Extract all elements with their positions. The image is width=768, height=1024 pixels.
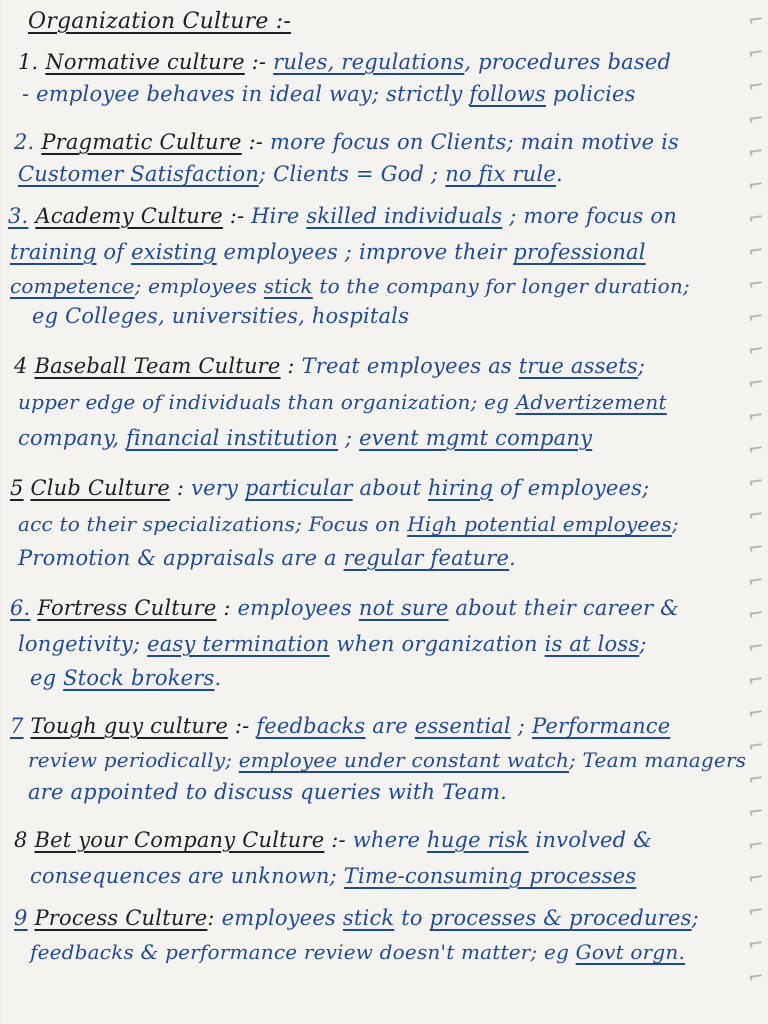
- edge-mark: [750, 479, 763, 486]
- edge-mark: [750, 941, 763, 948]
- section-8-heading: 8 Bet your Company Culture :- where huge risk involved &: [14, 828, 653, 852]
- section-2-heading: 2. Pragmatic Culture :- more focus on Clients; main motive is: [14, 130, 679, 154]
- edge-mark: [750, 50, 763, 57]
- section-5-line-2: acc to their specializations; Focus on High potential employees;: [18, 512, 679, 536]
- section-2-name: Pragmatic Culture: [41, 130, 242, 154]
- section-7-line-2: review periodically; employee under constant watch; Team managers: [28, 748, 747, 772]
- edge-mark: [750, 677, 763, 684]
- section-5-heading: 5 Club Culture : very particular about hiring of employees;: [10, 476, 650, 500]
- page-edge-marks: [744, 10, 762, 1010]
- section-3-heading: 3. Academy Culture :- Hire skilled individuals ; more focus on: [8, 204, 677, 228]
- edge-mark: [750, 149, 763, 156]
- edge-mark: [750, 974, 763, 981]
- section-4-name: Baseball Team Culture: [34, 354, 281, 378]
- section-6-heading: 6. Fortress Culture : employees not sure about their career &: [10, 596, 680, 620]
- edge-mark: [750, 83, 763, 90]
- edge-mark: [750, 710, 763, 717]
- edge-mark: [750, 248, 763, 255]
- section-8-line-2: consequences are unknown; Time-consuming processes: [30, 864, 637, 888]
- section-7-line-3: are appointed to discuss queries with Team.: [28, 780, 508, 804]
- edge-mark: [750, 842, 763, 849]
- section-3-name: Academy Culture: [35, 204, 223, 228]
- section-3-line-3: competence; employees stick to the company for longer duration;: [10, 274, 690, 298]
- edge-mark: [750, 446, 763, 453]
- section-4-line-2: upper edge of individuals than organization; eg Advertizement: [18, 390, 667, 414]
- edge-mark: [750, 743, 763, 750]
- edge-mark: [750, 116, 763, 123]
- section-9-name: Process Culture: [34, 906, 208, 930]
- edge-mark: [750, 776, 763, 783]
- edge-mark: [750, 281, 763, 288]
- edge-mark: [750, 908, 763, 915]
- section-6-name: Fortress Culture: [37, 596, 217, 620]
- section-9-line-2: feedbacks & performance review doesn't matter; eg Govt orgn.: [30, 940, 686, 964]
- section-5-line-3: Promotion & appraisals are a regular feature.: [18, 546, 516, 570]
- section-3-line-2: training of existing employees ; improve their professional: [10, 240, 646, 264]
- section-6-line-2: longetivity; easy termination when organization is at loss;: [18, 632, 647, 656]
- section-4-line-3: company, financial institution ; event mgmt company: [18, 426, 593, 450]
- edge-mark: [750, 215, 763, 222]
- section-8-name: Bet your Company Culture: [34, 828, 325, 852]
- section-5-name: Club Culture: [30, 476, 171, 500]
- edge-mark: [750, 875, 763, 882]
- edge-mark: [750, 314, 763, 321]
- section-7-name: Tough guy culture: [30, 714, 228, 738]
- edge-mark: [750, 545, 763, 552]
- section-1-name: Normative culture: [45, 50, 245, 74]
- section-4-heading: 4 Baseball Team Culture : Treat employees as true assets;: [14, 354, 646, 378]
- edge-mark: [750, 347, 763, 354]
- edge-mark: [750, 611, 763, 618]
- edge-mark: [750, 578, 763, 585]
- section-2-line-2: Customer Satisfaction; Clients = God ; no fix rule.: [18, 162, 563, 186]
- page-title: Organization Culture :-: [28, 9, 291, 34]
- section-3-line-4: eg Colleges, universities, hospitals: [32, 304, 410, 328]
- section-9-heading: 9 Process Culture: employees stick to processes & procedures;: [14, 906, 699, 930]
- edge-mark: [750, 413, 763, 420]
- section-6-line-3: eg Stock brokers.: [30, 666, 222, 690]
- edge-mark: [750, 380, 763, 387]
- section-7-heading: 7 Tough guy culture :- feedbacks are essential ; Performance: [10, 714, 671, 738]
- edge-mark: [750, 512, 763, 519]
- edge-mark: [750, 644, 763, 651]
- section-1-line-2: - employee behaves in ideal way; strictly follows policies: [22, 82, 636, 106]
- edge-mark: [750, 17, 763, 24]
- section-1-heading: 1. Normative culture :- rules, regulations, procedures based: [18, 50, 672, 74]
- edge-mark: [750, 182, 763, 189]
- edge-mark: [750, 809, 763, 816]
